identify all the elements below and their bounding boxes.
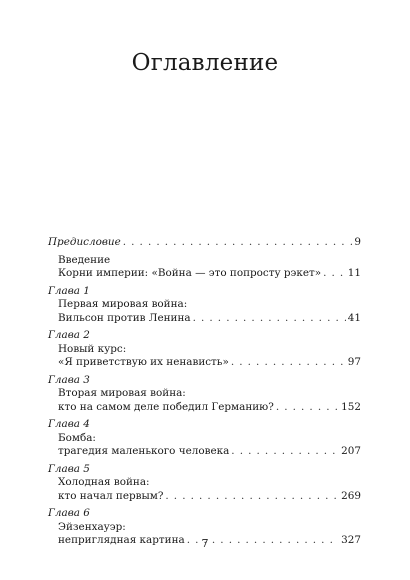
toc-page-number: 41: [347, 311, 361, 324]
toc-entry-chapter-3: [48, 374, 361, 415]
toc-entry-title-line: трагедия маленького человека: [58, 445, 230, 457]
toc-entry-title-line: неприглядная картина: [58, 534, 185, 546]
toc-line: [48, 236, 361, 250]
toc-entry-title-line: Первая мировая война:: [58, 298, 188, 310]
toc-page-number: 97: [347, 356, 361, 368]
toc-line: [48, 267, 361, 281]
toc-entry-title-line: Эйзенхауэр:: [58, 520, 126, 533]
toc-entry-label: Глава 2: [48, 329, 90, 341]
toc-page-number: 9: [354, 236, 361, 248]
dot-leader: [231, 445, 339, 459]
toc-entry-title-line: кто начал первым?: [58, 489, 164, 502]
table-of-contents: [48, 236, 361, 552]
dot-leader: [231, 356, 346, 370]
toc-entry-title-line: «Я приветствую их ненависть»: [58, 356, 229, 368]
toc-entry-title-line: Холодная война:: [58, 476, 150, 488]
toc-page-number: 207: [341, 445, 361, 457]
dot-leader: [193, 312, 346, 326]
toc-page-number: 327: [341, 534, 361, 546]
toc-entry-chapter-4: [48, 418, 361, 459]
toc-entry-chapter-5: [48, 463, 361, 504]
toc-entry-introduction: [48, 254, 361, 281]
toc-entry-label: Глава 4: [48, 418, 90, 430]
toc-line: [48, 401, 361, 415]
toc-line: [48, 312, 361, 326]
dot-leader: [123, 236, 353, 250]
toc-page-number: 11: [347, 267, 361, 279]
toc-entry-title-line: Бомба:: [58, 431, 96, 444]
toc-entry-title-line: Вторая мировая война:: [58, 387, 186, 399]
toc-entry-label: Глава 3: [48, 373, 90, 386]
toc-entry-title-line: Новый курс:: [58, 342, 127, 355]
toc-entry-title-line: Вильсон против Ленина: [58, 311, 191, 324]
toc-line: [48, 445, 361, 459]
dot-leader: [165, 490, 339, 504]
toc-entry-title-line: кто на самом деле победил Германию?: [58, 400, 274, 413]
toc-line: [48, 356, 361, 370]
dot-leader: [323, 267, 346, 281]
toc-entry-label: Глава 1: [48, 284, 90, 297]
page-title: Оглавление: [131, 50, 279, 76]
toc-page-number: 152: [341, 400, 361, 413]
dot-leader: [276, 401, 339, 415]
toc-entry-title-line: Введение: [58, 253, 111, 266]
toc-entry-preface: [48, 236, 361, 250]
toc-entry-label: Глава 6: [48, 507, 90, 519]
page-number: 7: [201, 537, 209, 550]
toc-entry-title-line: Корни империи: «Война — это попросту рэкет»: [58, 267, 322, 279]
toc-entry-label: Предисловие: [48, 236, 121, 248]
toc-entry-label: Глава 5: [48, 462, 90, 475]
toc-line: [48, 490, 361, 504]
toc-page-number: 269: [341, 489, 361, 502]
toc-entry-chapter-2: [48, 329, 361, 370]
toc-entry-chapter-1: [48, 285, 361, 326]
